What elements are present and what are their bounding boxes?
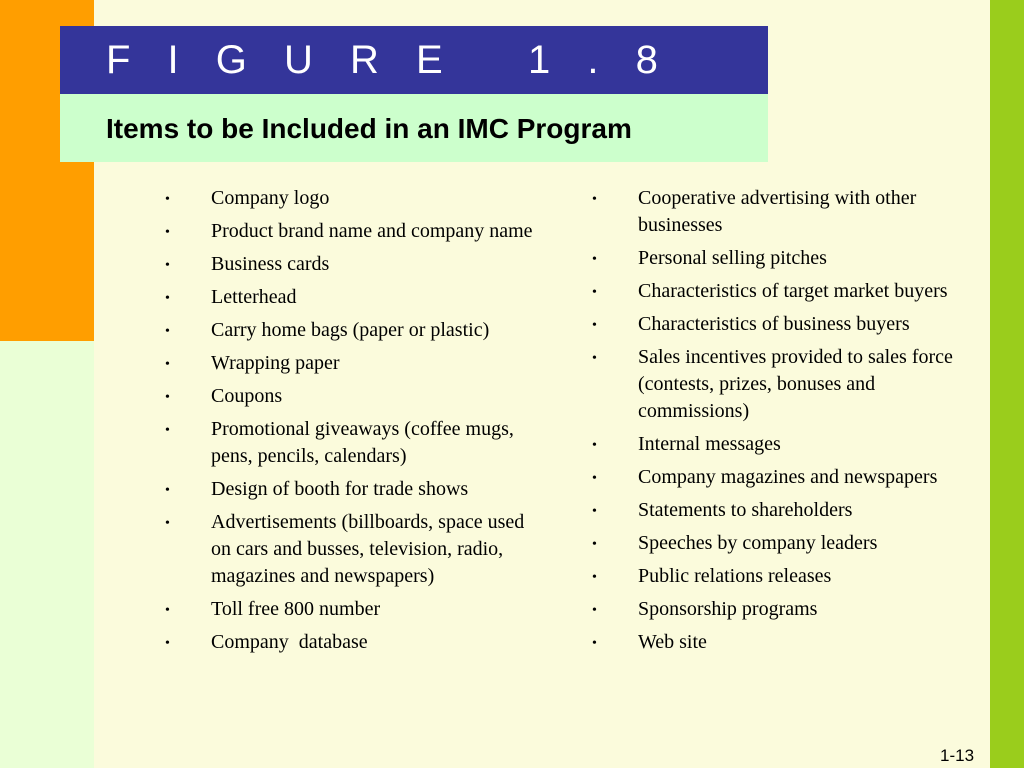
list-item — [165, 317, 545, 344]
bullet-icon: • — [592, 252, 597, 267]
list-item-text: Wrapping paper — [211, 352, 340, 374]
bullet-icon: • — [165, 357, 170, 372]
list-item — [165, 476, 545, 503]
list-item-text: Advertisements (billboards, space used on cars and busses, television, radio, magazines and newspapers) — [211, 511, 525, 587]
list-item — [165, 383, 545, 410]
list-item — [592, 563, 988, 590]
list-item — [592, 497, 988, 524]
list-item — [165, 284, 545, 311]
bullet-icon: • — [165, 423, 170, 438]
list-item — [592, 278, 988, 305]
figure-title: F I G U R E 1 . 8 — [60, 26, 768, 94]
list-item — [165, 629, 545, 656]
list-item — [592, 311, 988, 338]
bullet-icon: • — [165, 291, 170, 306]
list-item-text: Business cards — [211, 253, 330, 275]
left-bullet-list — [165, 185, 545, 662]
list-item — [592, 344, 988, 425]
bullet-icon: • — [592, 351, 597, 366]
bullet-icon: • — [165, 636, 170, 651]
list-item-text: Letterhead — [211, 286, 297, 308]
bullet-icon: • — [592, 570, 597, 585]
bullet-icon: • — [165, 516, 170, 531]
list-item — [165, 251, 545, 278]
bullet-icon: • — [165, 258, 170, 273]
list-item-text: Speeches by company leaders — [638, 532, 878, 554]
list-item-text: Sales incentives provided to sales force (contests, prizes, bonuses and commissions) — [638, 346, 953, 422]
bullet-icon: • — [165, 483, 170, 498]
list-item-text: Carry home bags (paper or plastic) — [211, 319, 490, 341]
bullet-icon: • — [165, 192, 170, 207]
bullet-icon: • — [592, 318, 597, 333]
list-item-text: Company database — [211, 631, 368, 653]
bullet-icon: • — [165, 225, 170, 240]
list-item — [592, 185, 988, 239]
bullet-icon: • — [592, 537, 597, 552]
list-item-text: Promotional giveaways (coffee mugs, pens, pencils, calendars) — [211, 418, 514, 467]
bullet-icon: • — [592, 636, 597, 651]
right-bullet-list — [592, 185, 988, 662]
list-item — [165, 596, 545, 623]
list-item-text: Company logo — [211, 187, 330, 209]
bullet-icon: • — [592, 603, 597, 618]
list-item — [592, 431, 988, 458]
bullet-icon: • — [592, 192, 597, 207]
list-item-text: Web site — [638, 631, 707, 653]
bullet-icon: • — [592, 504, 597, 519]
page-number: 1-13 — [940, 746, 975, 765]
bullet-icon: • — [165, 390, 170, 405]
list-item — [592, 245, 988, 272]
list-item — [592, 596, 988, 623]
list-item-text: Statements to shareholders — [638, 499, 853, 521]
bullet-icon: • — [592, 471, 597, 486]
list-item-text: Sponsorship programs — [638, 598, 818, 620]
list-item-text: Characteristics of target market buyers — [638, 280, 948, 302]
list-item — [165, 185, 545, 212]
list-item — [165, 350, 545, 377]
list-item-text: Company magazines and newspapers — [638, 466, 938, 488]
list-item-text: Product brand name and company name — [211, 220, 533, 242]
list-item — [165, 218, 545, 245]
right-decorative-band — [990, 0, 1024, 768]
list-item-text: Characteristics of business buyers — [638, 313, 910, 335]
bullet-icon: • — [165, 603, 170, 618]
list-item — [592, 464, 988, 491]
list-item — [165, 509, 545, 590]
slide-subtitle: Items to be Included in an IMC Program — [60, 94, 768, 162]
list-item — [165, 416, 545, 470]
list-item-text: Design of booth for trade shows — [211, 478, 469, 500]
list-item-text: Public relations releases — [638, 565, 832, 587]
list-item-text: Internal messages — [638, 433, 781, 455]
left-decorative-band-light — [0, 341, 94, 768]
list-item-text: Coupons — [211, 385, 283, 407]
list-item-text: Personal selling pitches — [638, 247, 827, 269]
bullet-icon: • — [165, 324, 170, 339]
list-item — [592, 530, 988, 557]
bullet-icon: • — [592, 438, 597, 453]
list-item — [592, 629, 988, 656]
list-item-text: Toll free 800 number — [211, 598, 381, 620]
list-item-text: Cooperative advertising with other businesses — [638, 187, 917, 236]
bullet-icon: • — [592, 285, 597, 300]
